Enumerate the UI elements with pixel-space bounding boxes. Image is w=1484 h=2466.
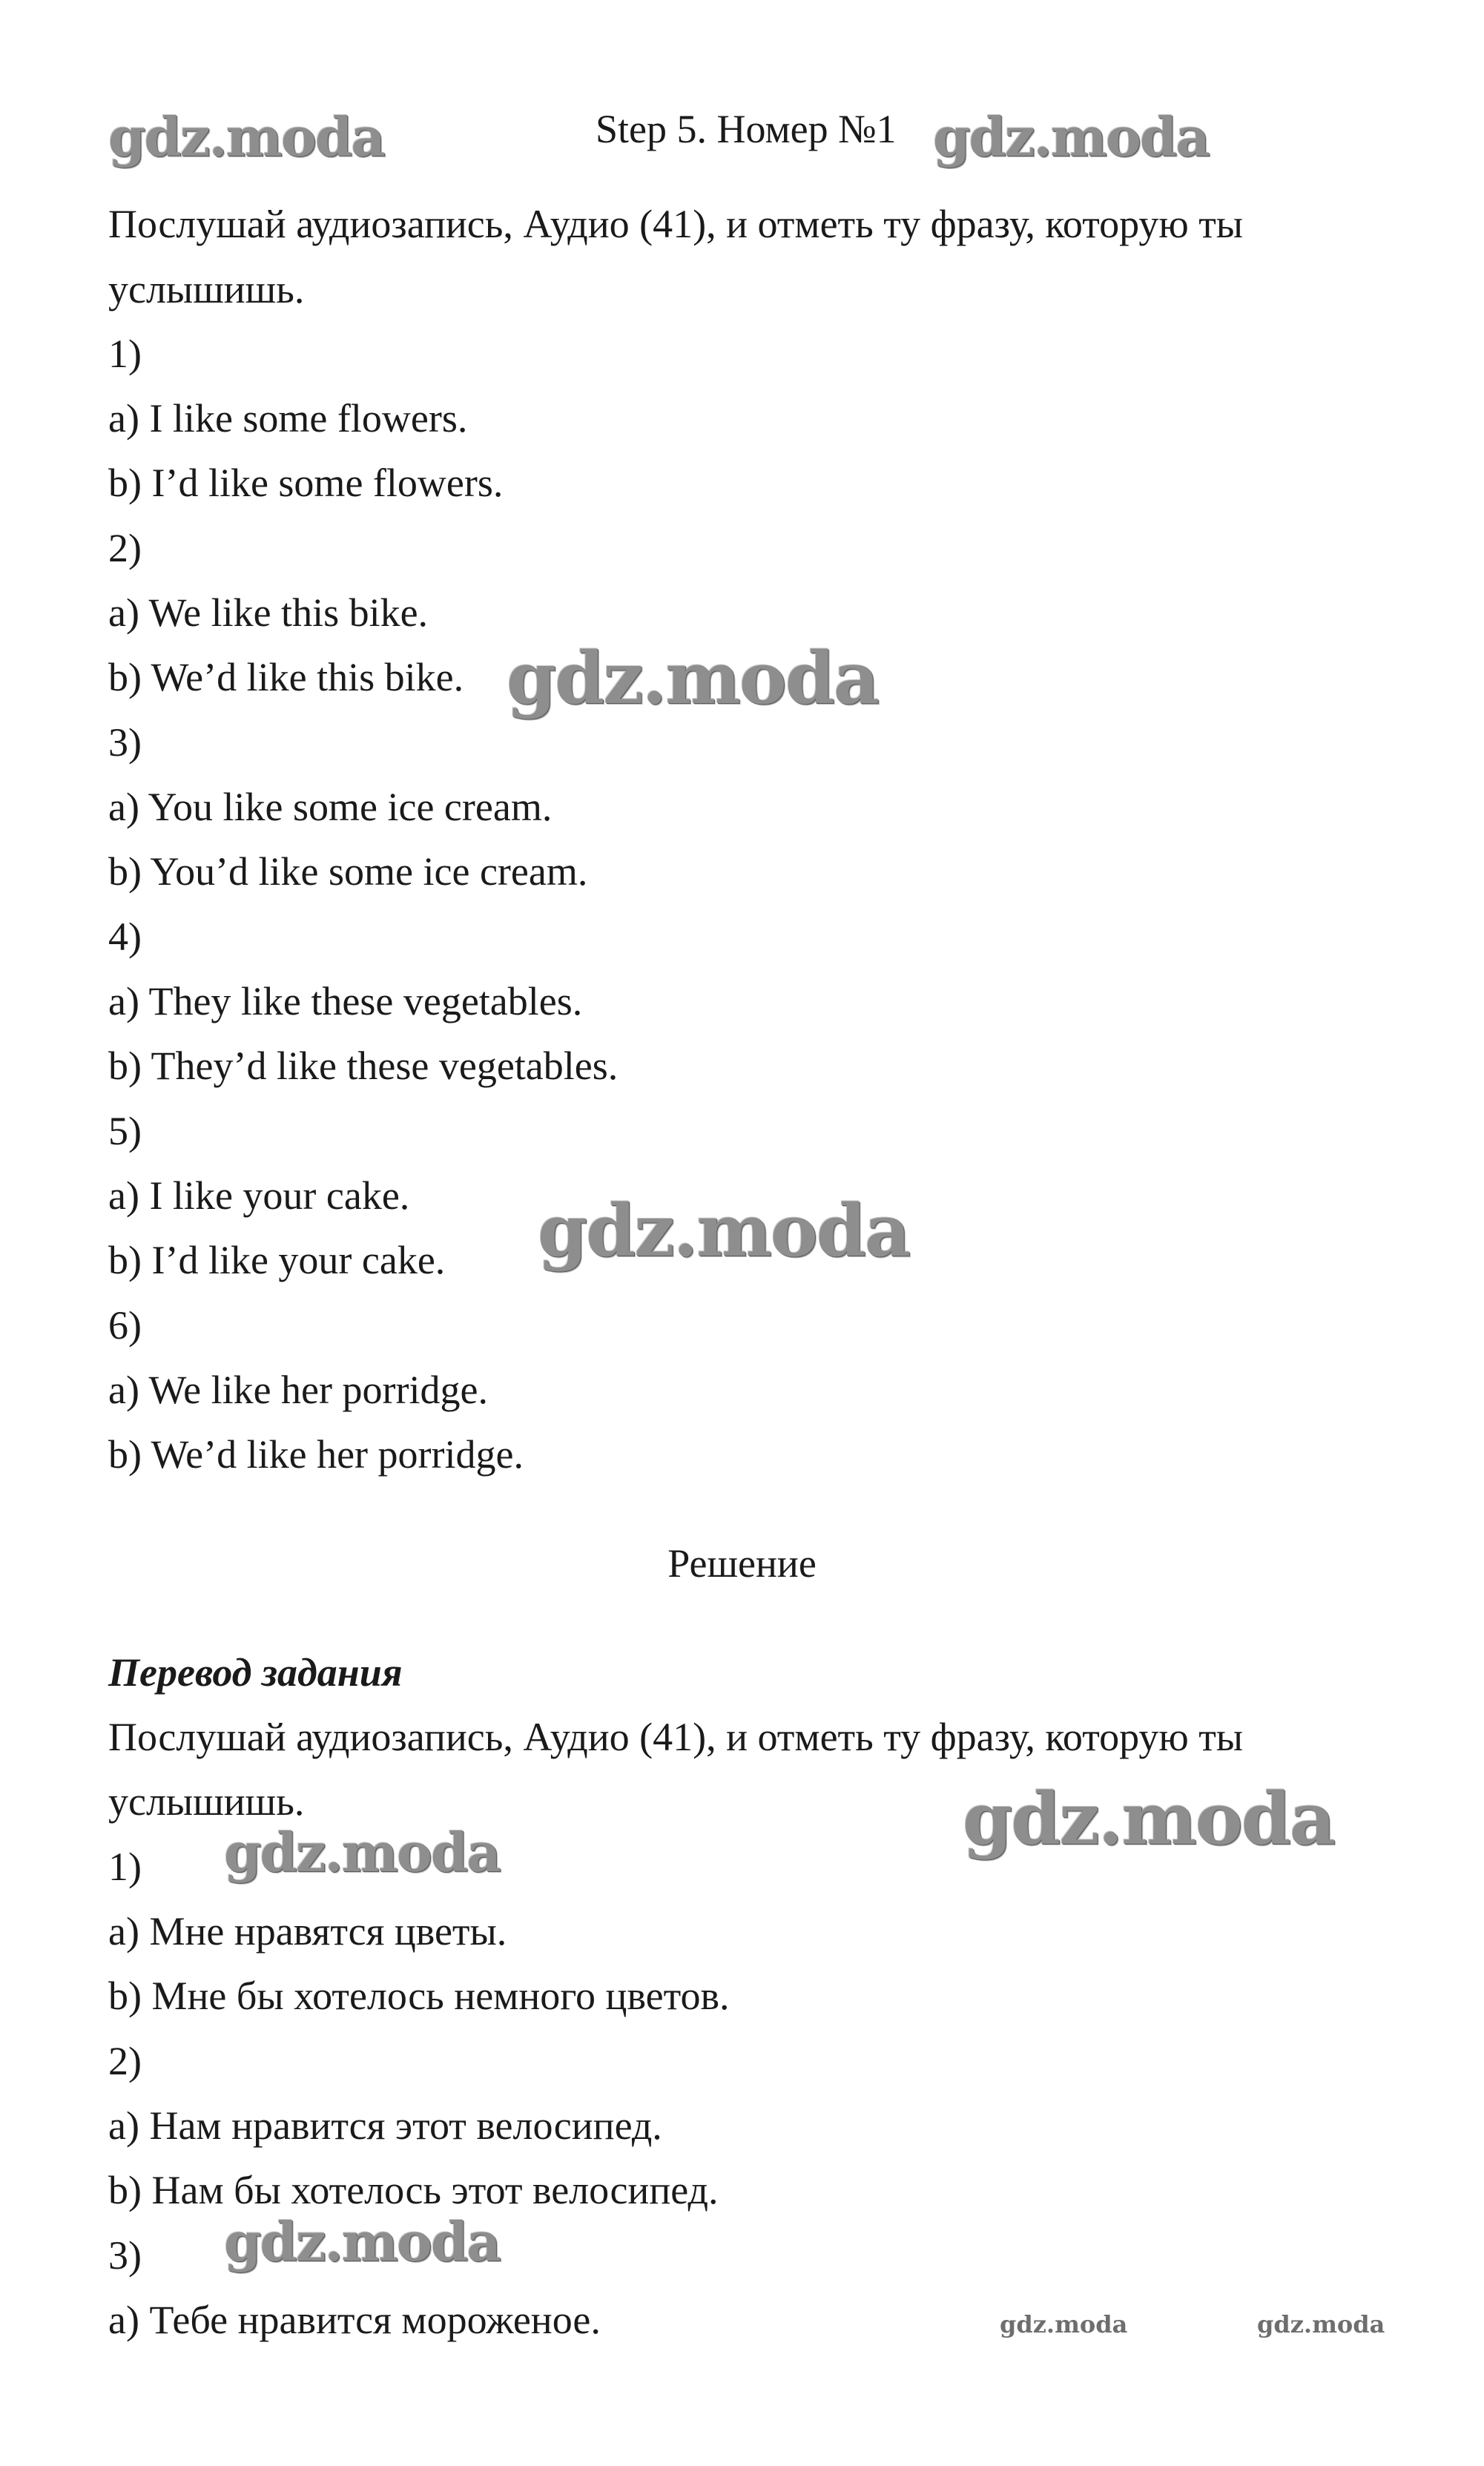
watermark-logo: gdz.moda: [963, 1777, 1335, 1861]
item-number: 1): [108, 1844, 142, 1889]
translation-subheading: Перевод задания: [108, 1650, 403, 1695]
option-a: a) I like your cake.: [108, 1173, 410, 1218]
item-number: 4): [108, 914, 142, 959]
task-instruction: услышишь.: [108, 267, 305, 311]
item-number: 1): [108, 332, 142, 376]
option-b: b) Мне бы хотелось немного цветов.: [108, 1974, 730, 2018]
option-b: b) Нам бы хотелось этот велосипед.: [108, 2168, 719, 2212]
watermark-logo: gdz.moda: [224, 2210, 500, 2273]
option-b: b) I’d like some flowers.: [108, 461, 504, 505]
option-b: b) I’d like your cake.: [108, 1238, 446, 1282]
item-number: 3): [108, 2233, 142, 2278]
watermark-logo: gdz.moda: [507, 636, 879, 720]
option-a: a) We like her porridge.: [108, 1368, 488, 1412]
option-b: b) You’d like some ice cream.: [108, 849, 588, 894]
option-a: a) We like this bike.: [108, 590, 429, 635]
watermark-logo: gdz.moda: [933, 105, 1209, 168]
option-a: a) I like some flowers.: [108, 396, 468, 441]
translation-instruction: услышишь.: [108, 1779, 305, 1824]
option-b: b) They’d like these vegetables.: [108, 1044, 619, 1088]
option-b: b) We’d like her porridge.: [108, 1432, 524, 1477]
solution-heading: Решение: [667, 1541, 817, 1586]
translation-instruction: Послушай аудиозапись, Аудио (41), и отметь ту фразу, которую ты: [108, 1715, 1244, 1759]
option-a: a) They like these vegetables.: [108, 979, 583, 1023]
watermark-logo: gdz.moda: [108, 105, 384, 168]
watermark-logo: gdz.moda: [1000, 2310, 1128, 2338]
item-number: 2): [108, 2039, 142, 2083]
page-title: Step 5. Номер №1: [596, 107, 897, 151]
item-number: 2): [108, 526, 142, 570]
option-a: a) Нам нравится этот велосипед.: [108, 2103, 662, 2148]
option-a: a) Мне нравятся цветы.: [108, 1909, 507, 1954]
item-number: 3): [108, 720, 142, 765]
option-b: b) We’d like this bike.: [108, 655, 464, 699]
option-a: a) You like some ice cream.: [108, 785, 553, 829]
item-number: 5): [108, 1109, 142, 1153]
item-number: 6): [108, 1303, 142, 1348]
watermark-logo: gdz.moda: [1257, 2310, 1385, 2338]
watermark-logo: gdz.moda: [224, 1821, 500, 1884]
task-instruction: Послушай аудиозапись, Аудио (41), и отметь ту фразу, которую ты: [108, 202, 1244, 246]
watermark-logo: gdz.moda: [538, 1189, 910, 1273]
option-a: a) Тебе нравится мороженое.: [108, 2298, 601, 2342]
